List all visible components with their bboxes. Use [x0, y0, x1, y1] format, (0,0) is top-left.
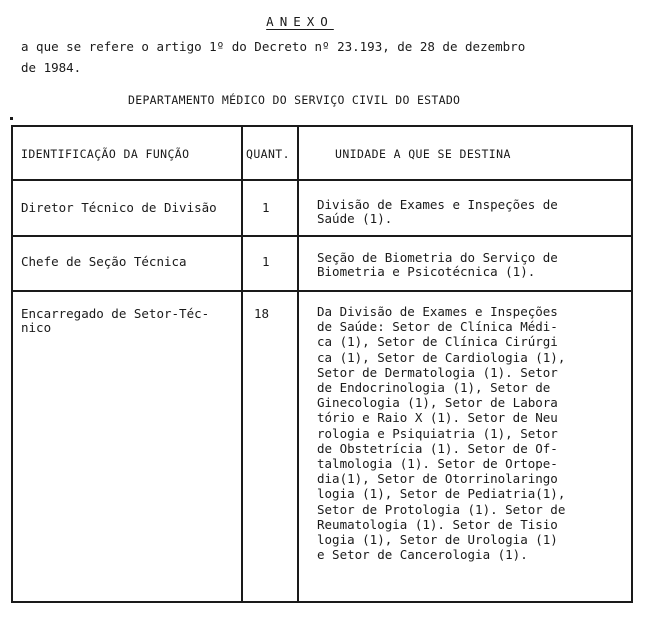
column-divider: [241, 125, 243, 603]
row-unit: Divisão de Exames e Inspeções de Saúde (1).: [317, 197, 558, 227]
row-quantity: 18: [254, 306, 270, 321]
table-border-left: [11, 125, 13, 603]
header-unit: UNIDADE A QUE SE DESTINA: [335, 147, 511, 161]
margin-mark: [10, 117, 13, 120]
table-border-bottom: [11, 601, 633, 603]
row-divider: [11, 290, 633, 292]
department-title: DEPARTAMENTO MÉDICO DO SERVIÇO CIVIL DO ESTADO: [128, 93, 461, 107]
row-function: Diretor Técnico de Divisão: [21, 200, 217, 215]
row-unit: Seção de Biometria do Serviço de Biometria e Psicotécnica (1).: [317, 250, 558, 280]
row-divider: [11, 235, 633, 237]
row-function: Encarregado de Setor-Téc- nico: [21, 306, 210, 336]
table-header-divider: [11, 179, 633, 181]
annex-heading: ANEXO: [266, 14, 334, 29]
table-border-right: [631, 125, 633, 603]
column-divider: [297, 125, 299, 603]
header-function: IDENTIFICAÇÃO DA FUNÇÃO: [21, 147, 190, 161]
table-border-top: [11, 125, 633, 127]
row-unit: Da Divisão de Exames e Inspeções de Saúde: Setor de Clínica Médi- ca (1), Setor de Clínica Cirúrgi ca (1), Setor de Cardiologia (1), Setor de Dermatologia (1). Setor de Endocrinologia (1), Setor de Ginecologia (1), Setor de Labora tório e Raio X (1). Setor de Neu rologia e Psiquiatria (1), Setor de Obstetrícia (1). Setor de Of- talmologia (1). Setor de Ortope- dia(1), Setor de Otorrinolaringo logia (1), Setor de Pediatria(1), Setor de Protologia (1). Setor de Reumatologia (1). Setor de Tisio logia (1), Setor de Urologia (1) e Setor de Cancerologia (1).: [317, 304, 566, 563]
row-quantity: 1: [262, 200, 270, 215]
row-quantity: 1: [262, 254, 270, 269]
intro-text: a que se refere o artigo 1º do Decreto nº 23.193, de 28 de dezembro de 1984.: [21, 39, 526, 75]
row-function: Chefe de Seção Técnica: [21, 254, 187, 269]
header-quantity: QUANT.: [246, 147, 290, 161]
